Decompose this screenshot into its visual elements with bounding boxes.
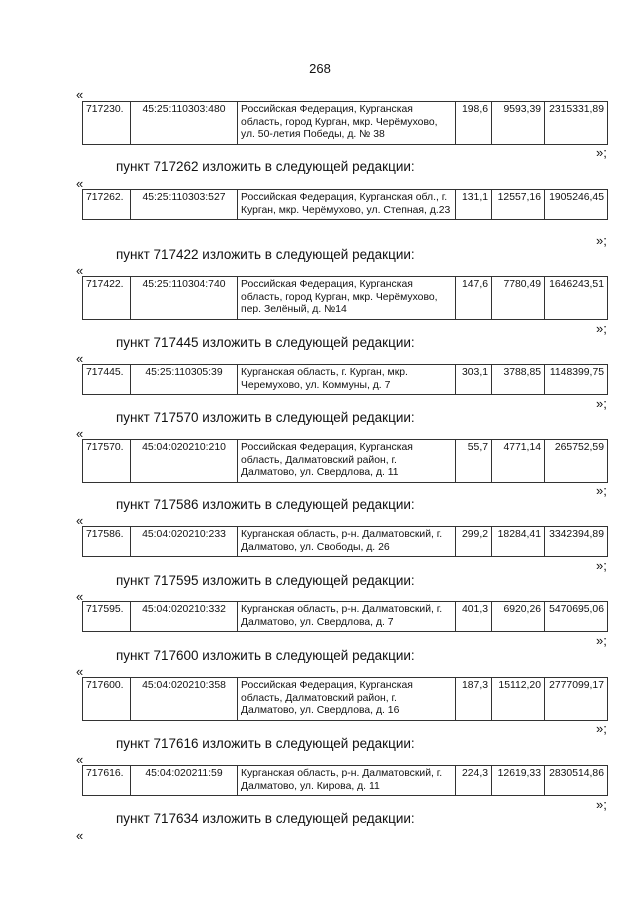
total-value: 5470695,06 xyxy=(545,602,608,632)
table-row xyxy=(83,365,608,395)
cadastral-number: 45:04:020210:358 xyxy=(131,678,238,721)
address: Российская Федерация, Курганская область, город Курган, мкр. Черёмухово, ул. 50-летия Победы, д. № 38 xyxy=(238,102,456,145)
section-heading: пункт 717570 изложить в следующей редакции: xyxy=(116,410,415,425)
area: 224,3 xyxy=(456,766,492,796)
page-number: 268 xyxy=(309,61,331,76)
quote-open: « xyxy=(76,513,84,528)
price-per-unit: 4771,14 xyxy=(492,440,545,483)
record-id: 717262. xyxy=(83,190,131,220)
cadastral-number: 45:25:110303:480 xyxy=(131,102,238,145)
price-per-unit: 18284,41 xyxy=(492,527,545,557)
record-table xyxy=(82,601,608,632)
section-heading: пункт 717422 изложить в следующей редакции: xyxy=(116,247,415,262)
record-table xyxy=(82,677,608,721)
quote-close: »; xyxy=(596,396,607,411)
total-value: 3342394,89 xyxy=(545,527,608,557)
address: Курганская область, р-н. Далматовский, г. Далматово, ул. Свердлова, д. 7 xyxy=(238,602,456,632)
quote-open: « xyxy=(76,87,84,102)
section-heading: пункт 717595 изложить в следующей редакции: xyxy=(116,573,415,588)
table-row xyxy=(83,440,608,483)
address: Российская Федерация, Курганская обл., г. Курган, мкр. Черёмухово, ул. Степная, д.23 xyxy=(238,190,456,220)
section-heading: пункт 717616 изложить в следующей редакции: xyxy=(116,736,415,751)
price-per-unit: 3788,85 xyxy=(492,365,545,395)
quote-close: »; xyxy=(596,483,607,498)
total-value: 1905246,45 xyxy=(545,190,608,220)
record-id: 717570. xyxy=(83,440,131,483)
record-table xyxy=(82,364,608,395)
cadastral-number: 45:25:110305:39 xyxy=(131,365,238,395)
price-per-unit: 9593,39 xyxy=(492,102,545,145)
record-id: 717600. xyxy=(83,678,131,721)
address: Российская Федерация, Курганская область, Далматовский район, г. Далматово, ул. Свердлова, д. 11 xyxy=(238,440,456,483)
quote-open: « xyxy=(76,589,84,604)
quote-close: »; xyxy=(596,721,607,736)
record-id: 717616. xyxy=(83,766,131,796)
quote-open: « xyxy=(76,426,84,441)
area: 131,1 xyxy=(456,190,492,220)
section-heading: пункт 717586 изложить в следующей редакции: xyxy=(116,497,415,512)
record-table xyxy=(82,276,608,320)
cadastral-number: 45:25:110304:740 xyxy=(131,277,238,320)
record-table xyxy=(82,765,608,796)
table-row xyxy=(83,527,608,557)
area: 55,7 xyxy=(456,440,492,483)
cadastral-number: 45:04:020211:59 xyxy=(131,766,238,796)
record-table xyxy=(82,526,608,557)
total-value: 2315331,89 xyxy=(545,102,608,145)
quote-open: « xyxy=(76,176,84,191)
total-value: 1148399,75 xyxy=(545,365,608,395)
area: 198,6 xyxy=(456,102,492,145)
quote-close: »; xyxy=(596,633,607,648)
price-per-unit: 7780,49 xyxy=(492,277,545,320)
table-row xyxy=(83,190,608,220)
total-value: 2777099,17 xyxy=(545,678,608,721)
record-id: 717595. xyxy=(83,602,131,632)
quote-open: « xyxy=(76,664,84,679)
table-row xyxy=(83,277,608,320)
quote-close: »; xyxy=(596,797,607,812)
table-row xyxy=(83,678,608,721)
section-heading: пункт 717445 изложить в следующей редакции: xyxy=(116,335,415,350)
address: Курганская область, г. Курган, мкр. Черемухово, ул. Коммуны, д. 7 xyxy=(238,365,456,395)
cadastral-number: 45:04:020210:332 xyxy=(131,602,238,632)
total-value: 1646243,51 xyxy=(545,277,608,320)
record-id: 717230. xyxy=(83,102,131,145)
address: Курганская область, р-н. Далматовский, г. Далматово, ул. Свободы, д. 26 xyxy=(238,527,456,557)
quote-close: »; xyxy=(596,321,607,336)
record-table xyxy=(82,439,608,483)
price-per-unit: 15112,20 xyxy=(492,678,545,721)
price-per-unit: 12619,33 xyxy=(492,766,545,796)
quote-close: »; xyxy=(596,145,607,160)
total-value: 265752,59 xyxy=(545,440,608,483)
section-heading: пункт 717262 изложить в следующей редакции: xyxy=(116,159,415,174)
cadastral-number: 45:25:110303:527 xyxy=(131,190,238,220)
area: 299,2 xyxy=(456,527,492,557)
area: 401,3 xyxy=(456,602,492,632)
area: 303,1 xyxy=(456,365,492,395)
record-table xyxy=(82,101,608,145)
area: 147,6 xyxy=(456,277,492,320)
cadastral-number: 45:04:020210:210 xyxy=(131,440,238,483)
section-heading: пункт 717600 изложить в следующей редакции: xyxy=(116,648,415,663)
address: Российская Федерация, Курганская область, Далматовский район, г. Далматово, ул. Свердлова, д. 16 xyxy=(238,678,456,721)
quote-open: « xyxy=(76,263,84,278)
total-value: 2830514,86 xyxy=(545,766,608,796)
quote-open: « xyxy=(76,351,84,366)
record-id: 717445. xyxy=(83,365,131,395)
price-per-unit: 12557,16 xyxy=(492,190,545,220)
section-heading: пункт 717634 изложить в следующей редакции: xyxy=(116,811,415,826)
quote-close: »; xyxy=(596,233,607,248)
price-per-unit: 6920,26 xyxy=(492,602,545,632)
record-id: 717422. xyxy=(83,277,131,320)
address: Российская Федерация, Курганская область, город Курган, мкр. Черёмухово, пер. Зелёный, д. №14 xyxy=(238,277,456,320)
area: 187,3 xyxy=(456,678,492,721)
table-row xyxy=(83,602,608,632)
quote-open: « xyxy=(76,828,84,843)
quote-open: « xyxy=(76,752,84,767)
record-table xyxy=(82,189,608,220)
address: Курганская область, р-н. Далматовский, г. Далматово, ул. Кирова, д. 11 xyxy=(238,766,456,796)
cadastral-number: 45:04:020210:233 xyxy=(131,527,238,557)
table-row xyxy=(83,766,608,796)
quote-close: »; xyxy=(596,558,607,573)
record-id: 717586. xyxy=(83,527,131,557)
table-row xyxy=(83,102,608,145)
